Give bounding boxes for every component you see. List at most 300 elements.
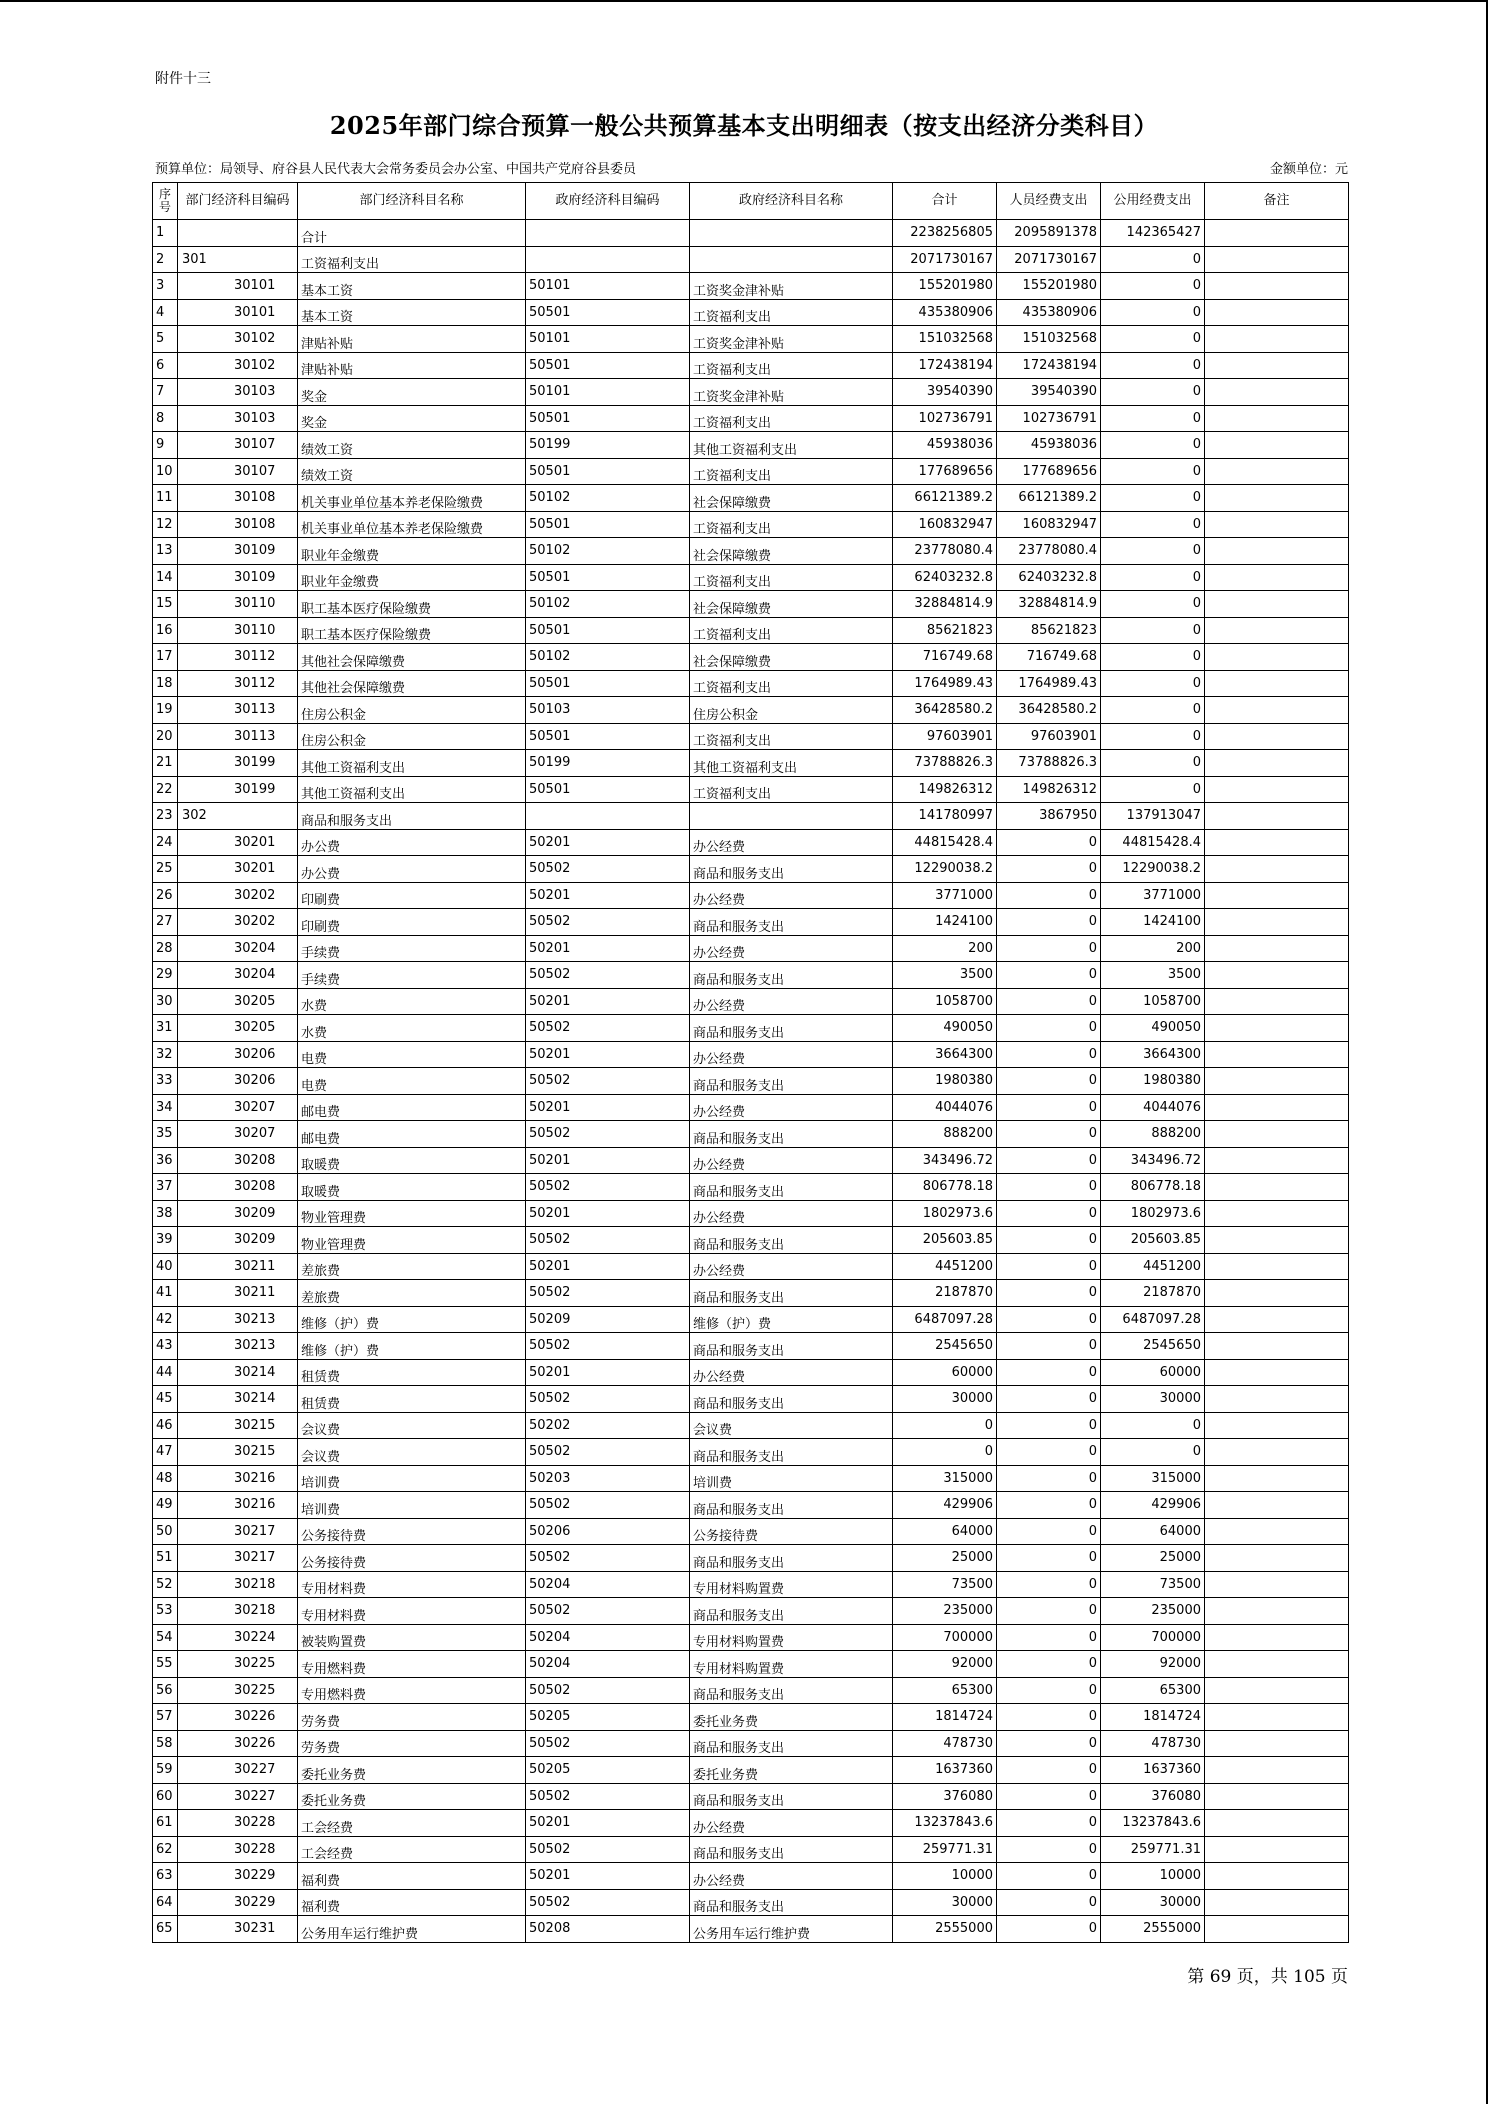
remark-cell (1205, 1253, 1349, 1280)
table-row (153, 458, 1349, 485)
total-cell: 806778.18 (893, 1174, 997, 1201)
dept-code-cell: 30101 (178, 273, 298, 300)
gov-name-cell: 商品和服务支出 (690, 1677, 893, 1704)
table-row (153, 1730, 1349, 1757)
dept-code-cell: 30227 (178, 1783, 298, 1810)
gov-name-cell: 办公经费 (690, 1810, 893, 1837)
gov-code-cell: 50103 (526, 697, 690, 724)
dept-name-cell: 水费 (298, 988, 526, 1015)
seq-cell: 10 (153, 458, 178, 485)
gov-code-cell: 50502 (526, 1730, 690, 1757)
gov-code-cell: 50101 (526, 379, 690, 406)
dept-name-cell: 津贴补贴 (298, 352, 526, 379)
table-row (153, 379, 1349, 406)
public-cell: 2555000 (1101, 1916, 1205, 1943)
dept-name-cell: 绩效工资 (298, 432, 526, 459)
gov-name-cell: 工资福利支出 (690, 352, 893, 379)
public-cell: 0 (1101, 697, 1205, 724)
table-row (153, 829, 1349, 856)
public-cell: 0 (1101, 750, 1205, 777)
total-cell: 102736791 (893, 405, 997, 432)
table-row (153, 1889, 1349, 1916)
dept-name-cell: 公务接待费 (298, 1518, 526, 1545)
total-cell: 1764989.43 (893, 670, 997, 697)
dept-name-cell: 专用材料费 (298, 1598, 526, 1625)
total-cell: 23778080.4 (893, 538, 997, 565)
personnel-cell: 0 (997, 1863, 1101, 1890)
gov-name-cell: 社会保障缴费 (690, 538, 893, 565)
public-cell: 0 (1101, 485, 1205, 512)
dept-name-cell: 维修（护）费 (298, 1333, 526, 1360)
dept-name-cell: 职工基本医疗保险缴费 (298, 591, 526, 618)
public-cell: 1424100 (1101, 909, 1205, 936)
page-number: 第 69 页，共 105 页 (1187, 1967, 1348, 1987)
dept-name-cell: 会议费 (298, 1412, 526, 1439)
gov-name-cell: 办公经费 (690, 1863, 893, 1890)
dept-code-cell: 30211 (178, 1253, 298, 1280)
personnel-cell: 0 (997, 1227, 1101, 1254)
remark-cell (1205, 723, 1349, 750)
gov-code-cell: 50501 (526, 564, 690, 591)
remark-cell (1205, 935, 1349, 962)
remark-cell (1205, 458, 1349, 485)
gov-code-cell: 50502 (526, 1227, 690, 1254)
dept-name-cell: 机关事业单位基本养老保险缴费 (298, 485, 526, 512)
dept-name-cell: 其他工资福利支出 (298, 750, 526, 777)
dept-name-cell: 劳务费 (298, 1704, 526, 1731)
personnel-cell: 0 (997, 1200, 1101, 1227)
dept-name-cell: 维修（护）费 (298, 1306, 526, 1333)
public-cell: 92000 (1101, 1651, 1205, 1678)
remark-cell (1205, 1333, 1349, 1360)
seq-cell: 59 (153, 1757, 178, 1784)
seq-cell: 55 (153, 1651, 178, 1678)
table-row (153, 1836, 1349, 1863)
public-cell: 30000 (1101, 1889, 1205, 1916)
total-cell: 73788826.3 (893, 750, 997, 777)
gov-code-cell: 50203 (526, 1465, 690, 1492)
dept-name-cell: 手续费 (298, 935, 526, 962)
gov-name-cell: 专用材料购置费 (690, 1651, 893, 1678)
remark-cell (1205, 1863, 1349, 1890)
remark-cell (1205, 1810, 1349, 1837)
table-row (153, 1916, 1349, 1943)
dept-name-cell: 培训费 (298, 1465, 526, 1492)
gov-name-cell: 办公经费 (690, 1200, 893, 1227)
total-cell: 0 (893, 1439, 997, 1466)
personnel-cell: 23778080.4 (997, 538, 1101, 565)
gov-code-cell: 50502 (526, 1677, 690, 1704)
dept-code-cell: 30110 (178, 591, 298, 618)
remark-cell (1205, 485, 1349, 512)
dept-code-cell: 30101 (178, 299, 298, 326)
personnel-cell: 39540390 (997, 379, 1101, 406)
seq-cell: 31 (153, 1015, 178, 1042)
table-row (153, 1386, 1349, 1413)
gov-name-cell: 工资福利支出 (690, 776, 893, 803)
public-cell: 4044076 (1101, 1094, 1205, 1121)
dept-name-cell: 劳务费 (298, 1730, 526, 1757)
remark-cell (1205, 1598, 1349, 1625)
gov-name-cell: 工资福利支出 (690, 405, 893, 432)
public-cell: 73500 (1101, 1571, 1205, 1598)
total-cell: 315000 (893, 1465, 997, 1492)
gov-code-cell: 50102 (526, 538, 690, 565)
total-cell: 32884814.9 (893, 591, 997, 618)
dept-code-cell: 30202 (178, 882, 298, 909)
gov-code-cell: 50502 (526, 1280, 690, 1307)
personnel-cell: 0 (997, 882, 1101, 909)
public-cell: 478730 (1101, 1730, 1205, 1757)
total-cell: 6487097.28 (893, 1306, 997, 1333)
dept-code-cell: 30216 (178, 1465, 298, 1492)
dept-code-cell: 30103 (178, 405, 298, 432)
total-cell: 44815428.4 (893, 829, 997, 856)
dept-code-cell: 30103 (178, 379, 298, 406)
dept-code-cell: 30226 (178, 1730, 298, 1757)
gov-name-cell: 维修（护）费 (690, 1306, 893, 1333)
personnel-cell: 0 (997, 1677, 1101, 1704)
seq-cell: 36 (153, 1147, 178, 1174)
gov-code-cell: 50204 (526, 1651, 690, 1678)
dept-code-cell: 30201 (178, 829, 298, 856)
dept-code-cell: 30109 (178, 564, 298, 591)
public-cell: 4451200 (1101, 1253, 1205, 1280)
gov-name-cell: 专用材料购置费 (690, 1624, 893, 1651)
total-cell: 92000 (893, 1651, 997, 1678)
personnel-cell: 0 (997, 909, 1101, 936)
gov-code-cell: 50201 (526, 1094, 690, 1121)
gov-name-cell: 其他工资福利支出 (690, 750, 893, 777)
personnel-cell: 0 (997, 1147, 1101, 1174)
public-cell: 3500 (1101, 962, 1205, 989)
gov-name-cell: 商品和服务支出 (690, 1386, 893, 1413)
dept-name-cell: 基本工资 (298, 299, 526, 326)
remark-cell (1205, 1545, 1349, 1572)
gov-name-cell: 商品和服务支出 (690, 1889, 893, 1916)
remark-cell (1205, 1704, 1349, 1731)
personnel-cell: 155201980 (997, 273, 1101, 300)
table-row (153, 1598, 1349, 1625)
seq-cell: 26 (153, 882, 178, 909)
table-row (153, 1174, 1349, 1201)
public-cell: 0 (1101, 617, 1205, 644)
gov-code-cell: 50502 (526, 1492, 690, 1519)
remark-cell (1205, 829, 1349, 856)
table-row (153, 962, 1349, 989)
gov-name-cell: 办公经费 (690, 882, 893, 909)
dept-name-cell: 物业管理费 (298, 1227, 526, 1254)
amount-unit: 金额单位：元 (1269, 162, 1348, 177)
public-cell: 235000 (1101, 1598, 1205, 1625)
personnel-cell: 0 (997, 1704, 1101, 1731)
remark-cell (1205, 564, 1349, 591)
seq-cell: 1 (153, 220, 178, 247)
remark-cell (1205, 1518, 1349, 1545)
dept-name-cell: 工资福利支出 (298, 246, 526, 273)
dept-code-cell: 30229 (178, 1889, 298, 1916)
seq-cell: 11 (153, 485, 178, 512)
dept-name-cell: 邮电费 (298, 1121, 526, 1148)
remark-cell (1205, 617, 1349, 644)
table-row (153, 1306, 1349, 1333)
gov-name-cell: 办公经费 (690, 1041, 893, 1068)
gov-code-cell: 50201 (526, 1810, 690, 1837)
gov-name-cell: 商品和服务支出 (690, 856, 893, 883)
public-cell: 2187870 (1101, 1280, 1205, 1307)
gov-name-cell: 住房公积金 (690, 697, 893, 724)
seq-cell: 34 (153, 1094, 178, 1121)
personnel-cell: 0 (997, 1598, 1101, 1625)
personnel-cell: 0 (997, 1783, 1101, 1810)
table-row (153, 1624, 1349, 1651)
total-cell: 700000 (893, 1624, 997, 1651)
dept-name-cell: 专用燃料费 (298, 1677, 526, 1704)
personnel-cell: 435380906 (997, 299, 1101, 326)
gov-name-cell: 办公经费 (690, 829, 893, 856)
dept-code-cell: 30204 (178, 935, 298, 962)
gov-code-cell: 50101 (526, 326, 690, 353)
dept-name-cell: 专用材料费 (298, 1571, 526, 1598)
remark-cell (1205, 379, 1349, 406)
public-cell: 0 (1101, 273, 1205, 300)
seq-cell: 17 (153, 644, 178, 671)
dept-code-cell: 30218 (178, 1571, 298, 1598)
total-cell: 12290038.2 (893, 856, 997, 883)
gov-code-cell: 50502 (526, 1333, 690, 1360)
gov-code-cell: 50501 (526, 299, 690, 326)
table-row (153, 670, 1349, 697)
remark-cell (1205, 1200, 1349, 1227)
public-cell: 806778.18 (1101, 1174, 1205, 1201)
gov-code-cell (526, 220, 690, 247)
personnel-cell: 3867950 (997, 803, 1101, 830)
dept-code-cell: 30208 (178, 1174, 298, 1201)
gov-code-cell: 50502 (526, 1121, 690, 1148)
table-row (153, 1704, 1349, 1731)
table-row (153, 1015, 1349, 1042)
total-cell: 36428580.2 (893, 697, 997, 724)
personnel-cell: 32884814.9 (997, 591, 1101, 618)
total-cell: 10000 (893, 1863, 997, 1890)
gov-code-cell: 50208 (526, 1916, 690, 1943)
personnel-cell: 0 (997, 1253, 1101, 1280)
seq-cell: 58 (153, 1730, 178, 1757)
public-cell: 3771000 (1101, 882, 1205, 909)
gov-code-cell: 50102 (526, 591, 690, 618)
table-row (153, 246, 1349, 273)
seq-cell: 51 (153, 1545, 178, 1572)
public-cell: 0 (1101, 670, 1205, 697)
remark-cell (1205, 1465, 1349, 1492)
seq-cell: 18 (153, 670, 178, 697)
remark-cell (1205, 1624, 1349, 1651)
personnel-cell: 0 (997, 988, 1101, 1015)
remark-cell (1205, 352, 1349, 379)
total-cell: 0 (893, 1412, 997, 1439)
seq-cell: 32 (153, 1041, 178, 1068)
gov-name-cell: 商品和服务支出 (690, 1174, 893, 1201)
public-cell: 200 (1101, 935, 1205, 962)
total-cell: 85621823 (893, 617, 997, 644)
total-cell: 888200 (893, 1121, 997, 1148)
remark-cell (1205, 1412, 1349, 1439)
public-cell: 0 (1101, 564, 1205, 591)
gov-name-cell: 办公经费 (690, 1094, 893, 1121)
gov-code-cell: 50501 (526, 776, 690, 803)
seq-cell: 12 (153, 511, 178, 538)
gov-name-cell (690, 246, 893, 273)
seq-cell: 14 (153, 564, 178, 591)
gov-name-cell: 办公经费 (690, 988, 893, 1015)
personnel-cell: 0 (997, 1836, 1101, 1863)
budget-unit: 预算单位：局领导、府谷县人民代表大会常务委员会办公室、中国共产党府谷县委员 (155, 162, 637, 177)
table-row (153, 1412, 1349, 1439)
gov-code-cell: 50201 (526, 1359, 690, 1386)
dept-name-cell: 电费 (298, 1041, 526, 1068)
personnel-cell: 2071730167 (997, 246, 1101, 273)
dept-code-cell: 30224 (178, 1624, 298, 1651)
table-row (153, 1041, 1349, 1068)
gov-code-cell: 50201 (526, 1200, 690, 1227)
gov-name-cell: 商品和服务支出 (690, 1492, 893, 1519)
total-cell: 259771.31 (893, 1836, 997, 1863)
remark-cell (1205, 1836, 1349, 1863)
seq-cell: 3 (153, 273, 178, 300)
total-cell: 73500 (893, 1571, 997, 1598)
gov-name-cell (690, 803, 893, 830)
dept-code-cell: 30209 (178, 1227, 298, 1254)
seq-cell: 4 (153, 299, 178, 326)
remark-cell (1205, 1174, 1349, 1201)
dept-code-cell: 302 (178, 803, 298, 830)
seq-cell: 43 (153, 1333, 178, 1360)
gov-name-cell: 工资奖金津补贴 (690, 379, 893, 406)
table-row (153, 1439, 1349, 1466)
personnel-cell: 177689656 (997, 458, 1101, 485)
table-row (153, 1810, 1349, 1837)
remark-cell (1205, 1571, 1349, 1598)
remark-cell (1205, 1094, 1349, 1121)
public-cell: 0 (1101, 326, 1205, 353)
personnel-cell: 0 (997, 935, 1101, 962)
gov-name-cell: 办公经费 (690, 1359, 893, 1386)
table-row (153, 1147, 1349, 1174)
public-cell: 376080 (1101, 1783, 1205, 1810)
dept-code-cell: 30205 (178, 988, 298, 1015)
public-cell: 343496.72 (1101, 1147, 1205, 1174)
dept-code-cell: 30207 (178, 1094, 298, 1121)
public-cell: 0 (1101, 591, 1205, 618)
personnel-cell: 0 (997, 1386, 1101, 1413)
personnel-cell: 0 (997, 829, 1101, 856)
gov-code-cell: 50502 (526, 1889, 690, 1916)
public-cell: 6487097.28 (1101, 1306, 1205, 1333)
gov-name-cell: 商品和服务支出 (690, 1730, 893, 1757)
dept-code-cell: 30213 (178, 1333, 298, 1360)
dept-name-cell: 手续费 (298, 962, 526, 989)
total-cell: 39540390 (893, 379, 997, 406)
seq-cell: 20 (153, 723, 178, 750)
seq-cell: 60 (153, 1783, 178, 1810)
dept-name-cell: 奖金 (298, 405, 526, 432)
public-cell: 0 (1101, 458, 1205, 485)
table-row (153, 1783, 1349, 1810)
personnel-cell: 0 (997, 1624, 1101, 1651)
personnel-cell: 0 (997, 1757, 1101, 1784)
gov-name-cell: 商品和服务支出 (690, 1545, 893, 1572)
total-cell: 3771000 (893, 882, 997, 909)
public-cell: 0 (1101, 644, 1205, 671)
seq-cell: 25 (153, 856, 178, 883)
dept-code-cell: 30202 (178, 909, 298, 936)
remark-cell (1205, 776, 1349, 803)
personnel-cell: 0 (997, 1121, 1101, 1148)
public-cell: 44815428.4 (1101, 829, 1205, 856)
total-cell: 155201980 (893, 273, 997, 300)
personnel-cell: 0 (997, 1015, 1101, 1042)
public-cell: 0 (1101, 405, 1205, 432)
gov-name-cell: 会议费 (690, 1412, 893, 1439)
total-cell: 429906 (893, 1492, 997, 1519)
public-cell: 12290038.2 (1101, 856, 1205, 883)
remark-cell (1205, 1730, 1349, 1757)
personnel-cell: 62403232.8 (997, 564, 1101, 591)
remark-cell (1205, 1386, 1349, 1413)
table-row (153, 1280, 1349, 1307)
gov-code-cell: 50502 (526, 856, 690, 883)
public-cell: 490050 (1101, 1015, 1205, 1042)
gov-code-cell: 50201 (526, 1147, 690, 1174)
table-row (153, 1359, 1349, 1386)
dept-code-cell: 30225 (178, 1651, 298, 1678)
table-row (153, 405, 1349, 432)
table-row (153, 1518, 1349, 1545)
total-cell: 1814724 (893, 1704, 997, 1731)
seq-cell: 63 (153, 1863, 178, 1890)
seq-cell: 45 (153, 1386, 178, 1413)
table-row (153, 988, 1349, 1015)
total-cell: 2555000 (893, 1916, 997, 1943)
dept-code-cell: 30113 (178, 723, 298, 750)
dept-code-cell: 30109 (178, 538, 298, 565)
table-row (153, 1094, 1349, 1121)
gov-code-cell: 50502 (526, 1598, 690, 1625)
gov-name-cell: 商品和服务支出 (690, 1598, 893, 1625)
seq-cell: 2 (153, 246, 178, 273)
remark-cell (1205, 644, 1349, 671)
gov-name-cell: 工资福利支出 (690, 564, 893, 591)
dept-code-cell: 30205 (178, 1015, 298, 1042)
remark-cell (1205, 538, 1349, 565)
dept-code-cell: 30213 (178, 1306, 298, 1333)
total-cell: 478730 (893, 1730, 997, 1757)
dept-name-cell: 会议费 (298, 1439, 526, 1466)
gov-name-cell: 商品和服务支出 (690, 1068, 893, 1095)
seq-cell: 13 (153, 538, 178, 565)
gov-code-cell: 50201 (526, 988, 690, 1015)
dept-code-cell: 30226 (178, 1704, 298, 1731)
col-header-seq: 序 号 (153, 183, 178, 220)
personnel-cell: 0 (997, 1412, 1101, 1439)
gov-name-cell: 办公经费 (690, 935, 893, 962)
total-cell: 235000 (893, 1598, 997, 1625)
seq-cell: 64 (153, 1889, 178, 1916)
seq-cell: 21 (153, 750, 178, 777)
gov-name-cell: 工资福利支出 (690, 670, 893, 697)
dept-name-cell: 工会经费 (298, 1836, 526, 1863)
gov-name-cell: 社会保障缴费 (690, 485, 893, 512)
